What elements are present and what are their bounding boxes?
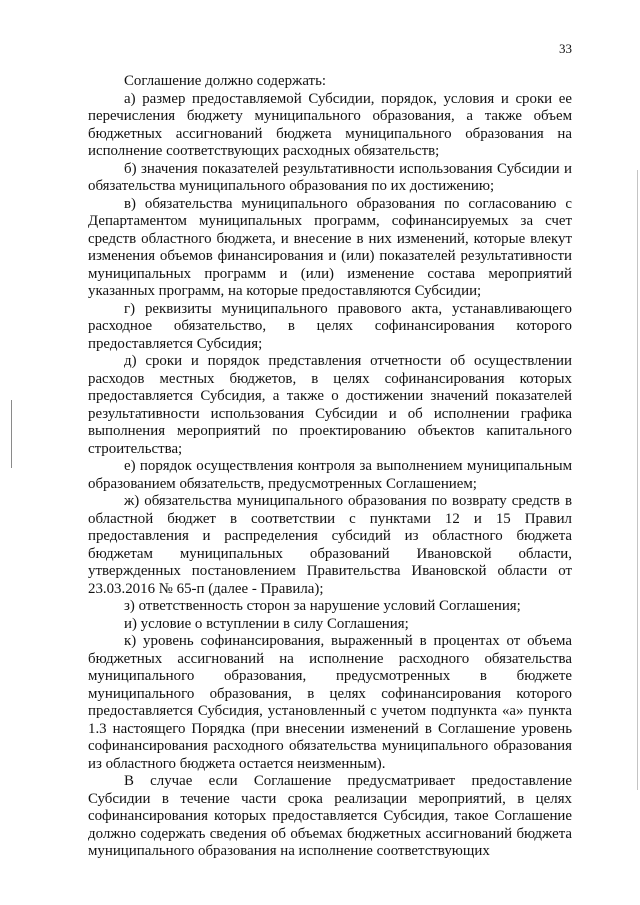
paragraph-item-b: б) значения показателей результативности использования Субсидии и обязательства муниципального образования по их достижению;	[88, 160, 572, 194]
paragraph-closing: В случае если Соглашение предусматривает предоставление Субсидии в течение части срока реализации мероприятий, в целях софинансирования которых предоставляется Субсидия, такое Соглашение должно содержать сведения об объемах бюджетных ассигнований бюджета муниципального образования на исполнение соответствующих	[88, 773, 572, 859]
paragraph-item-zh: ж) обязательства муниципального образования по возврату средств в областной бюджет в соответствии с пунктами 12 и 15 Правил предоставления и распределения субсидий из областного бюджета бюджетам муниципальных образований Ивановской области, утвержденных постановлением Правительства Ивановской области от 23.03.2016 № 65-п (далее - Правила);	[88, 493, 572, 597]
paragraph-item-v: в) обязательства муниципального образования по согласованию с Департаментом муниципальных программ, софинансируемых за счет средств областного бюджета, и внесение в них изменений, которые влекут изменения объемов финансирования и (или) показателей результативности муниципальных программ и (или) изменение состава мероприятий указанных программ, на которые предоставляются Субсидии;	[88, 195, 572, 299]
paragraph-item-k: к) уровень софинансирования, выраженный в процентах от объема бюджетных ассигнований на исполнение расходного обязательства муниципального образования, предусмотренных в бюджете муниципального образования, в целях софинансирования которого предоставляется Субсидия, установленный с учетом подпункта «а» пункта 1.3 настоящего Порядка (при внесении изменений в Соглашение уровень софинансирования расходного обязательства муниципального образования из областного бюджета остается неизменным).	[88, 633, 572, 772]
paragraph-item-e: е) порядок осуществления контроля за выполнением муниципальным образованием обязательств, предусмотренных Соглашением;	[88, 458, 572, 492]
document-body	[88, 73, 572, 861]
paragraph-intro: Соглашение должно содержать:	[124, 73, 326, 89]
paragraph-item-z: з) ответственность сторон за нарушение условий Соглашения;	[124, 598, 521, 614]
paragraph-item-d: д) сроки и порядок представления отчетности об осуществлении расходов местных бюджетов, в целях софинансирования которых предоставляется Субсидия, а также о достижении значений показателей результативности использования Субсидии и об исполнении графика выполнения мероприятий по проектированию объектов капитального строительства;	[88, 353, 572, 457]
paragraph-item-g: г) реквизиты муниципального правового акта, устанавливающего расходное обязательство, в целях софинансирования которого предоставляется Субсидия;	[88, 300, 572, 352]
scan-margin-mark	[11, 400, 12, 468]
paragraph-item-a: а) размер предоставляемой Субсидии, порядок, условия и сроки ее перечисления бюджету муниципального образования, а также объем бюджетных ассигнований бюджета муниципального образования на исполнение соответствующих расходных обязательств;	[88, 90, 572, 159]
scan-edge-mark	[637, 170, 638, 790]
paragraph-item-i: и) условие о вступлении в силу Соглашения;	[124, 615, 409, 632]
page-number: 33	[559, 41, 572, 56]
